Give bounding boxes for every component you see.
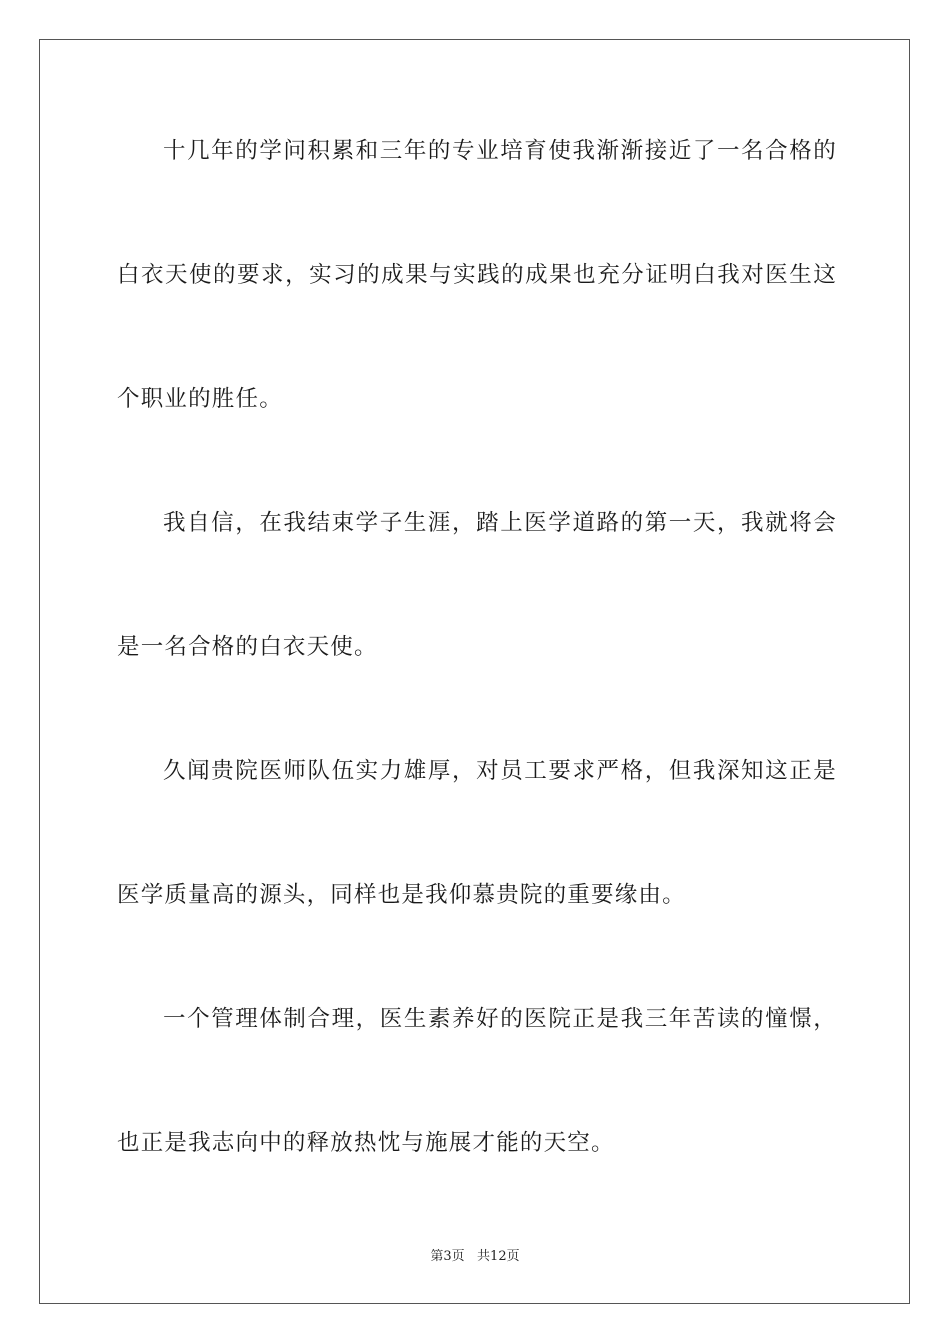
paragraph-4-line-2: 也正是我志向中的释放热忱与施展才能的天空。 <box>117 1130 615 1156</box>
paragraph-4-line-1: 一个管理体制合理，医生素养好的医院正是我三年苦读的憧憬， <box>163 1006 837 1032</box>
paragraph-1-line-3: 个职业的胜任。 <box>117 386 283 412</box>
paragraph-2-line-2: 是一名合格的白衣天使。 <box>117 634 378 660</box>
paragraph-3-line-1: 久闻贵院医师队伍实力雄厚，对员工要求严格，但我深知这正是 <box>163 758 837 784</box>
page-border <box>39 39 910 1304</box>
paragraph-1-line-1: 十几年的学问积累和三年的专业培育使我渐渐接近了一名合格的 <box>163 138 837 164</box>
paragraph-1-line-2: 白衣天使的要求，实习的成果与实践的成果也充分证明白我对医生这 <box>117 262 837 288</box>
page-number-footer: 第3页 共12页 <box>430 1249 520 1264</box>
paragraph-3-line-2: 医学质量高的源头，同样也是我仰慕贵院的重要缘由。 <box>117 882 686 908</box>
paragraph-2-line-1: 我自信，在我结束学子生涯，踏上医学道路的第一天，我就将会 <box>163 510 837 536</box>
